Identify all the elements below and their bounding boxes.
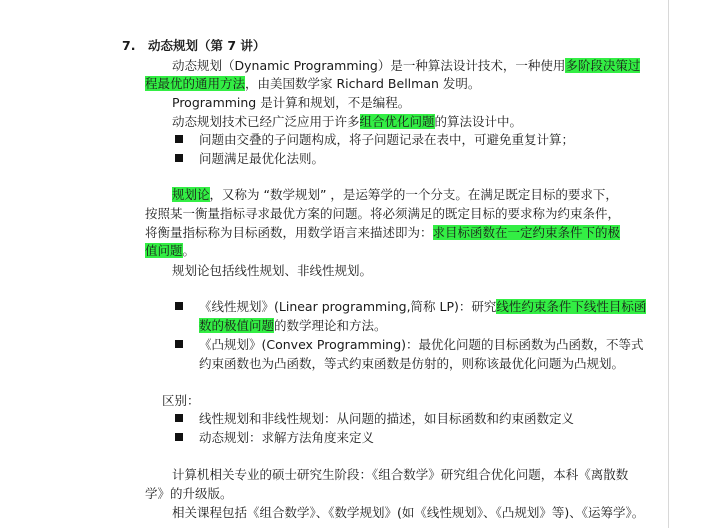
list-item — [175, 150, 324, 168]
bullet-square-icon — [175, 154, 183, 162]
highlight: 程最优的通用方法 — [145, 76, 246, 91]
page-edge-rule — [668, 0, 669, 528]
planning-line-2: 按照某一衡量指标寻求最优方案的问题。将必须满足的既定目标的要求称为约束条件， — [145, 206, 621, 221]
highlight: 规划论 — [172, 187, 210, 202]
bullet-square-icon — [175, 414, 183, 422]
list-item-text: 线性规划和非线性规划：从问题的描述，如目标函数和约束函数定义 — [199, 411, 575, 426]
planning-line-4 — [145, 242, 195, 260]
list-item-text: 的数学理论和方法。 — [274, 318, 387, 333]
planning-line-5: 规划论包括线性规划、非线性规划。 — [172, 263, 373, 278]
highlight: 数的极值问题 — [199, 318, 275, 333]
planning-line-3 — [145, 224, 620, 242]
planning-line-1 — [172, 186, 618, 204]
intro-text: 动态规划（Dynamic Programming）是一种算法设计技术，一种使用 — [172, 58, 566, 73]
planning-text: 将衡量指标称为目标函数，用数学语言来描述即为： — [145, 225, 433, 240]
list-item-text: 《线性规划》(Linear programming,简称 LP)：研究 — [199, 299, 497, 314]
intro-text: ，由美国数学家 Richard Bellman 发明。 — [245, 76, 481, 91]
list-item-continuation: 约束函数也为凸函数，等式约束函数是仿射的，则称该最优化问题为凸规划。 — [199, 356, 625, 371]
list-item-text: 《凸规划》(Convex Programming)：最优化问题的目标函数为凸函数，不等式 — [199, 337, 644, 352]
bullet-square-icon — [175, 340, 183, 348]
list-item — [175, 429, 374, 447]
highlight: 值问题 — [145, 243, 183, 258]
bullet-square-icon — [175, 135, 183, 143]
bullet-square-icon — [175, 433, 183, 441]
list-item-text: 问题由交叠的子问题构成，将子问题记录在表中，可避免重复计算； — [199, 132, 575, 147]
section-title: 动态规划（第 7 讲） — [148, 38, 266, 53]
intro-text: 动态规划技术已经广泛应用于许多 — [172, 114, 360, 129]
planning-text: 。 — [182, 243, 196, 258]
intro-line-2 — [145, 75, 480, 93]
intro-text: 的算法设计中。 — [434, 114, 523, 129]
section-number: 7. — [122, 38, 136, 53]
list-item-continuation — [199, 317, 387, 335]
courses-line-1: 计算机相关专业的硕士研究生阶段：《组合数学》研究组合优化问题，本科《离散数 — [172, 467, 629, 482]
list-item — [175, 131, 574, 149]
bullet-square-icon — [175, 302, 183, 310]
intro-line-1 — [172, 57, 640, 75]
intro-line-3: Programming 是计算和规划，不是编程。 — [172, 95, 411, 110]
list-item — [175, 336, 644, 354]
section-heading — [122, 37, 265, 55]
highlight: 多阶段决策过 — [565, 58, 641, 73]
planning-text: ，又称为 “数学规划” ，是运筹学的一个分支。在满足既定目标的要求下， — [209, 187, 618, 202]
diff-label: 区别： — [162, 393, 200, 408]
list-item — [175, 410, 574, 428]
courses-line-2: 学》的升级版。 — [145, 486, 233, 501]
list-item-text: 问题满足最优化法则。 — [199, 151, 325, 166]
highlight: 组合优化问题 — [359, 114, 435, 129]
list-item-text: 动态规划：求解方法角度来定义 — [199, 430, 375, 445]
highlight: 求目标函数在一定约束条件下的极 — [432, 225, 621, 240]
list-item — [175, 298, 646, 316]
intro-line-4 — [172, 113, 522, 131]
courses-line-3: 相关课程包括《组合数学》、《数学规划》(如《线性规划》、《凸规划》等)、《运筹学》。 — [172, 505, 645, 520]
highlight: 线性约束条件下线性目标函 — [496, 299, 647, 314]
